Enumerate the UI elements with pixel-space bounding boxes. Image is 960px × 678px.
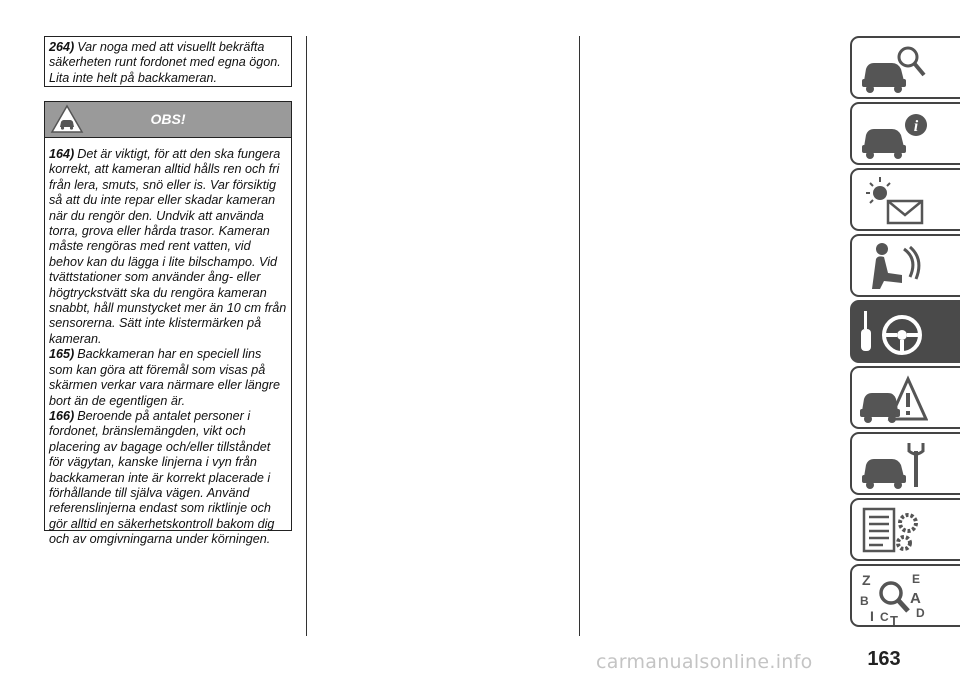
obs-number: 165) (49, 347, 75, 362)
obs-header (45, 102, 291, 138)
car-search-icon (858, 41, 928, 97)
svg-text:C: C (880, 610, 889, 624)
notice-box-top (44, 36, 292, 87)
chapter-tab-warning-lights[interactable] (850, 168, 960, 231)
notice-paragraph (49, 40, 287, 86)
svg-text:B: B (860, 594, 869, 608)
column-divider (306, 36, 307, 636)
column-divider (579, 36, 580, 636)
obs-paragraph-164 (49, 147, 287, 347)
warning-lights-message-icon (858, 173, 928, 229)
chapter-tab-instruments[interactable] (850, 102, 960, 165)
notice-text: Var noga med att visuellt bekräfta säkerheten runt fordonet med egna ögon. Lita inte helt på backkameran. (49, 40, 281, 85)
chapter-tab-technical-data[interactable] (850, 498, 960, 561)
obs-title: OBS! (150, 111, 186, 127)
svg-text:E: E (912, 572, 921, 586)
watermark: carmanualsonline.info (596, 651, 813, 673)
obs-number: 164) (49, 147, 75, 161)
car-wrench-icon (858, 437, 928, 493)
chapter-tab-starting-driving[interactable] (850, 300, 960, 363)
chapter-tab-getting-to-know[interactable] (850, 36, 960, 99)
obs-text: Det är viktigt, för att den ska fungera korrekt, att kameran alltid hålls ren och fri från lera, smuts, snö eller is. Var försiktig så att du inte repar eller skadar kameran när du rengör den. Undvik att använda torra, grova eller hårda trasor. Kameran måste rengöras med rent vatten, vid behov kan du lägga i lite bilschampo. Vid tvättstationer som använder ång- eller högtryckstvätt ska du rengöra kameran snabbt, håll munstycket mer än 10 cm från sensorerna. Sätt inte klistermärken på kameran. (49, 147, 287, 346)
obs-paragraph-166 (49, 409, 287, 548)
obs-number: 166) (49, 408, 75, 423)
svg-text:A: A (910, 590, 921, 607)
chapter-tab-maintenance[interactable] (850, 432, 960, 495)
key-steering-wheel-icon (858, 305, 928, 361)
spec-list-gears-icon (858, 503, 928, 559)
obs-body (45, 138, 291, 548)
chapter-tab-safety[interactable] (850, 234, 960, 297)
obs-box (44, 101, 292, 547)
chapter-tab-index[interactable] (850, 564, 960, 627)
car-info-icon (858, 107, 928, 163)
notice-number: 264) (49, 40, 75, 54)
page-number: 163 (867, 648, 901, 670)
chapter-tab-emergency[interactable] (850, 366, 960, 429)
svg-text:I: I (870, 608, 874, 624)
obs-text: Backkameran har en speciell lins som kan göra att föremål som visas på skärmen verkar vara närmare eller längre bort än de egentligen är. (49, 347, 280, 408)
seat-airbag-icon (858, 239, 928, 295)
svg-text:Z: Z (862, 572, 871, 588)
obs-paragraph-165 (49, 347, 287, 409)
alphabet-index-icon (858, 569, 928, 625)
car-crash-warning-icon (858, 371, 928, 427)
obs-text: Beroende på antalet personer i fordonet, bränslemängden, vikt och placering av bagage och/eller tillståndet för vägytan, kanske linjerna i vyn från backkameran inte är korrekt placerade i förhållande till själva vägen. Använd referenslinjerna endast som riktlinje och gör alltid en säkerhetskontroll bakom dig och av omgivningarna under körningen. (49, 408, 275, 547)
svg-text:i: i (913, 118, 919, 135)
svg-text:D: D (916, 606, 925, 620)
svg-text:T: T (890, 613, 898, 625)
